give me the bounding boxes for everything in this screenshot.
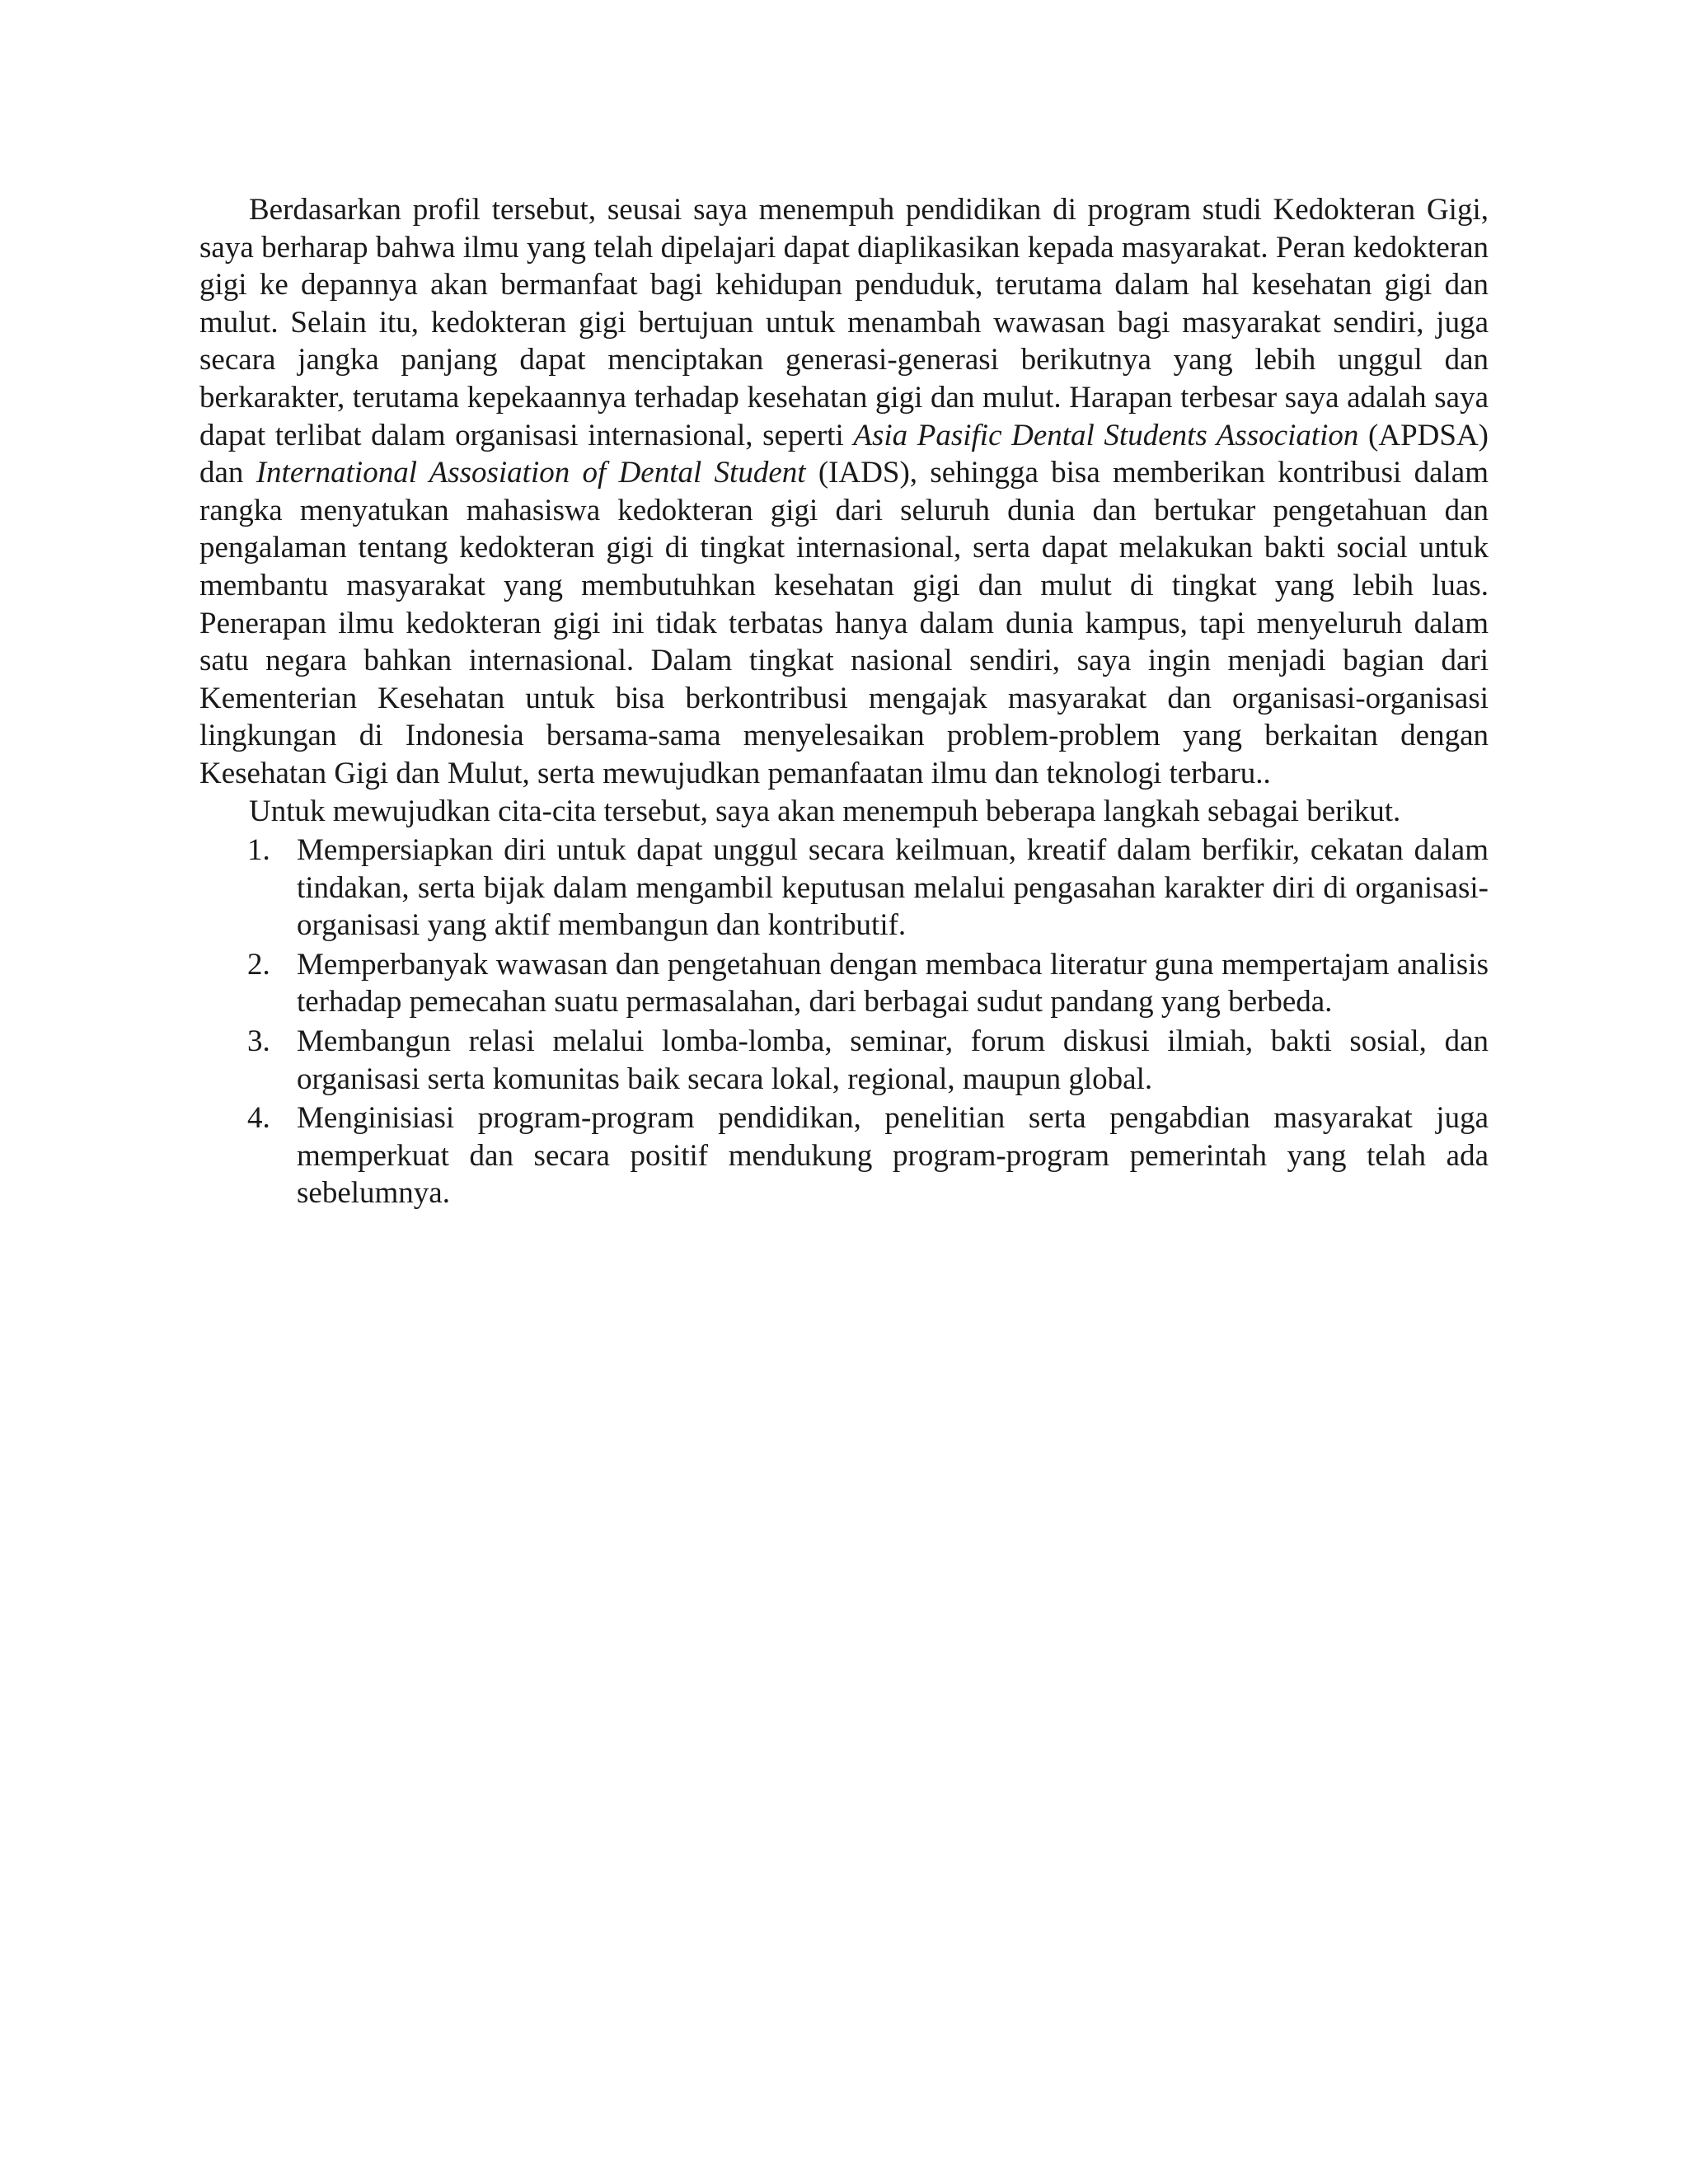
list-item-text: Memperbanyak wawasan dan pengetahuan dengan membaca literatur guna mempertajam analisis terhadap pemecahan suatu permasalahan, dari berbagai sudut pandang yang berbeda. [297,947,1489,1019]
list-item-number: 3. [247,1024,270,1059]
list-item-number: 2. [247,947,270,982]
list-item-text: Mempersiapkan diri untuk dapat unggul secara keilmuan, kreatif dalam berfikir, cekatan dalam tindakan, serta bijak dalam mengambil keputusan melalui pengasahan karakter diri di organisasi-organisasi yang aktif membangun dan kontributif. [297,833,1489,943]
list-item-text: Menginisiasi program-program pendidikan, penelitian serta pengabdian masyarakat juga memperkuat dan secara positif mendukung program-program pemerintah yang telah ada sebelumnya. [297,1101,1489,1211]
list-item-number: 4. [247,1101,270,1136]
list-item [199,1023,1489,1098]
document-page [199,191,1489,1212]
paragraph-steps-intro: Untuk mewujudkan cita-cita tersebut, saya akan menempuh beberapa langkah sebagai berikut. [249,794,1401,828]
list-item [199,946,1489,1021]
list-item [199,832,1489,944]
list-item [199,1099,1489,1212]
org-name-apdsa: Asia Pasific Dental Students Association [853,418,1359,452]
steps-list [199,832,1489,1212]
paragraph-1-text-b: (APDSA) dan [199,418,1489,490]
paragraph-1-text-c: (IADS), sehingga bisa memberikan kontribusi dalam rangka menyatukan mahasiswa kedokteran gigi dari seluruh dunia dan bertukar pengetahuan dan pengalaman tentang kedokteran gigi di tingkat internasional, serta dapat melakukan bakti social untuk membantu masyarakat yang membutuhkan kesehatan gigi dan mulut di tingkat yang lebih luas. Penerapan ilmu kedokteran gigi ini tidak terbatas hanya dalam dunia kampus, tapi menyeluruh dalam satu negara bahkan internasional. Dalam tingkat nasional sendiri, saya ingin menjadi bagian dari Kementerian Kesehatan untuk bisa berkontribusi mengajak masyarakat dan organisasi-organisasi lingkungan di Indonesia bersama-sama menyelesaikan problem-problem yang berkaitan dengan Kesehatan Gigi dan Mulut, serta mewujudkan pemanfaatan ilmu dan teknologi terbaru.. [199,456,1489,790]
paragraph-profile-goals [199,191,1489,793]
list-item-text: Membangun relasi melalui lomba-lomba, seminar, forum diskusi ilmiah, bakti sosial, dan organisasi serta komunitas baik secara lokal, regional, maupun global. [297,1024,1489,1096]
paragraph-1-text-a: Berdasarkan profil tersebut, seusai saya menempuh pendidikan di program studi Kedokteran Gigi, saya berharap bahwa ilmu yang telah dipelajari dapat diaplikasikan kepada masyarakat. Peran kedokteran gigi ke depannya akan bermanfaat bagi kehidupan penduduk, terutama dalam hal kesehatan gigi dan mulut. Selain itu, kedokteran gigi bertujuan untuk menambah wawasan bagi masyarakat sendiri, juga secara jangka panjang dapat menciptakan generasi-generasi berikutnya yang lebih unggul dan berkarakter, terutama kepekaannya terhadap kesehatan gigi dan mulut. Harapan terbesar saya adalah saya dapat terlibat dalam organisasi internasional, seperti [199,193,1489,452]
org-name-iads: International Assosiation of Dental Student [256,456,806,490]
list-item-number: 1. [247,833,270,868]
